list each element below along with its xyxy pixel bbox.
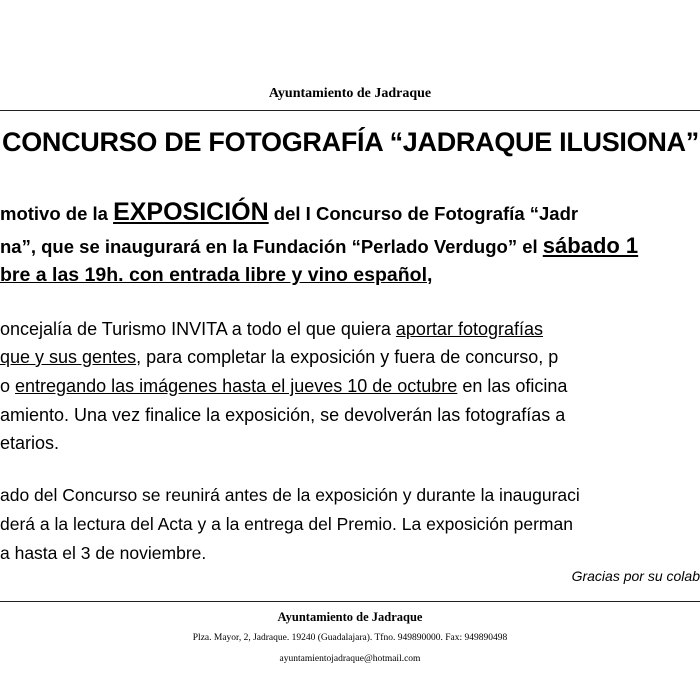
paragraph-line [0, 347, 558, 368]
paragraph-line: amiento. Una vez finalice la exposición, se devolverán las fotografías a [0, 405, 566, 425]
page-title: CONCURSO DE FOTOGRAFÍA “JADRAQUE ILUSIONA” [2, 127, 699, 157]
text-span: , para completar la exposición y fuera de concurso, p [136, 347, 559, 367]
signoff: Gracias por su colab [571, 568, 700, 584]
paragraph-line: ado del Concurso se reunirá antes de la exposición y durante la inauguraci [0, 485, 580, 505]
paragraph-line [0, 198, 578, 227]
footer-divider [0, 601, 700, 602]
text-span: oncejalía de Turismo INVITA a todo el que quiera [0, 319, 396, 339]
exhibition-highlight: EXPOSICIÓN [113, 198, 269, 226]
paragraph-line [0, 319, 543, 340]
paragraph-line: a hasta el 3 de noviembre. [0, 543, 207, 563]
footer-organization: Ayuntamiento de Jadraque [277, 610, 423, 624]
paragraph-line: bre a las 19h. con entrada libre y vino español, [0, 264, 433, 286]
text-span: motivo de la [0, 203, 114, 224]
text-span: o [0, 376, 16, 396]
footer-email: ayuntamientojadraque@hotmail.com [279, 654, 421, 664]
text-span: en las oficina [457, 376, 568, 396]
paragraph-line [0, 376, 567, 397]
paragraph-line: etarios. [0, 433, 60, 453]
header-organization: Ayuntamiento de Jadraque [268, 86, 432, 101]
text-span: del I Concurso de Fotografía “Jadr [268, 203, 579, 224]
underlined-text: que y sus gentes [0, 347, 137, 367]
header-divider [0, 110, 700, 111]
footer-address: Plza. Mayor, 2, Jadraque. 19240 (Guadalajara). Tfno. 949890000. Fax: 949890498 [192, 633, 508, 643]
paragraph-line: derá a la lectura del Acta y a la entrega del Premio. La exposición perman [0, 514, 573, 534]
date-highlight: sábado 1 [542, 233, 639, 258]
underlined-text: entregando las imágenes hasta el jueves 10 de octubre [15, 376, 458, 396]
underlined-text: aportar fotografías [395, 319, 543, 339]
text-span: na”, que se inaugurará en la Fundación “Perlado Verdugo” el [0, 236, 543, 257]
paragraph-line [0, 233, 638, 259]
